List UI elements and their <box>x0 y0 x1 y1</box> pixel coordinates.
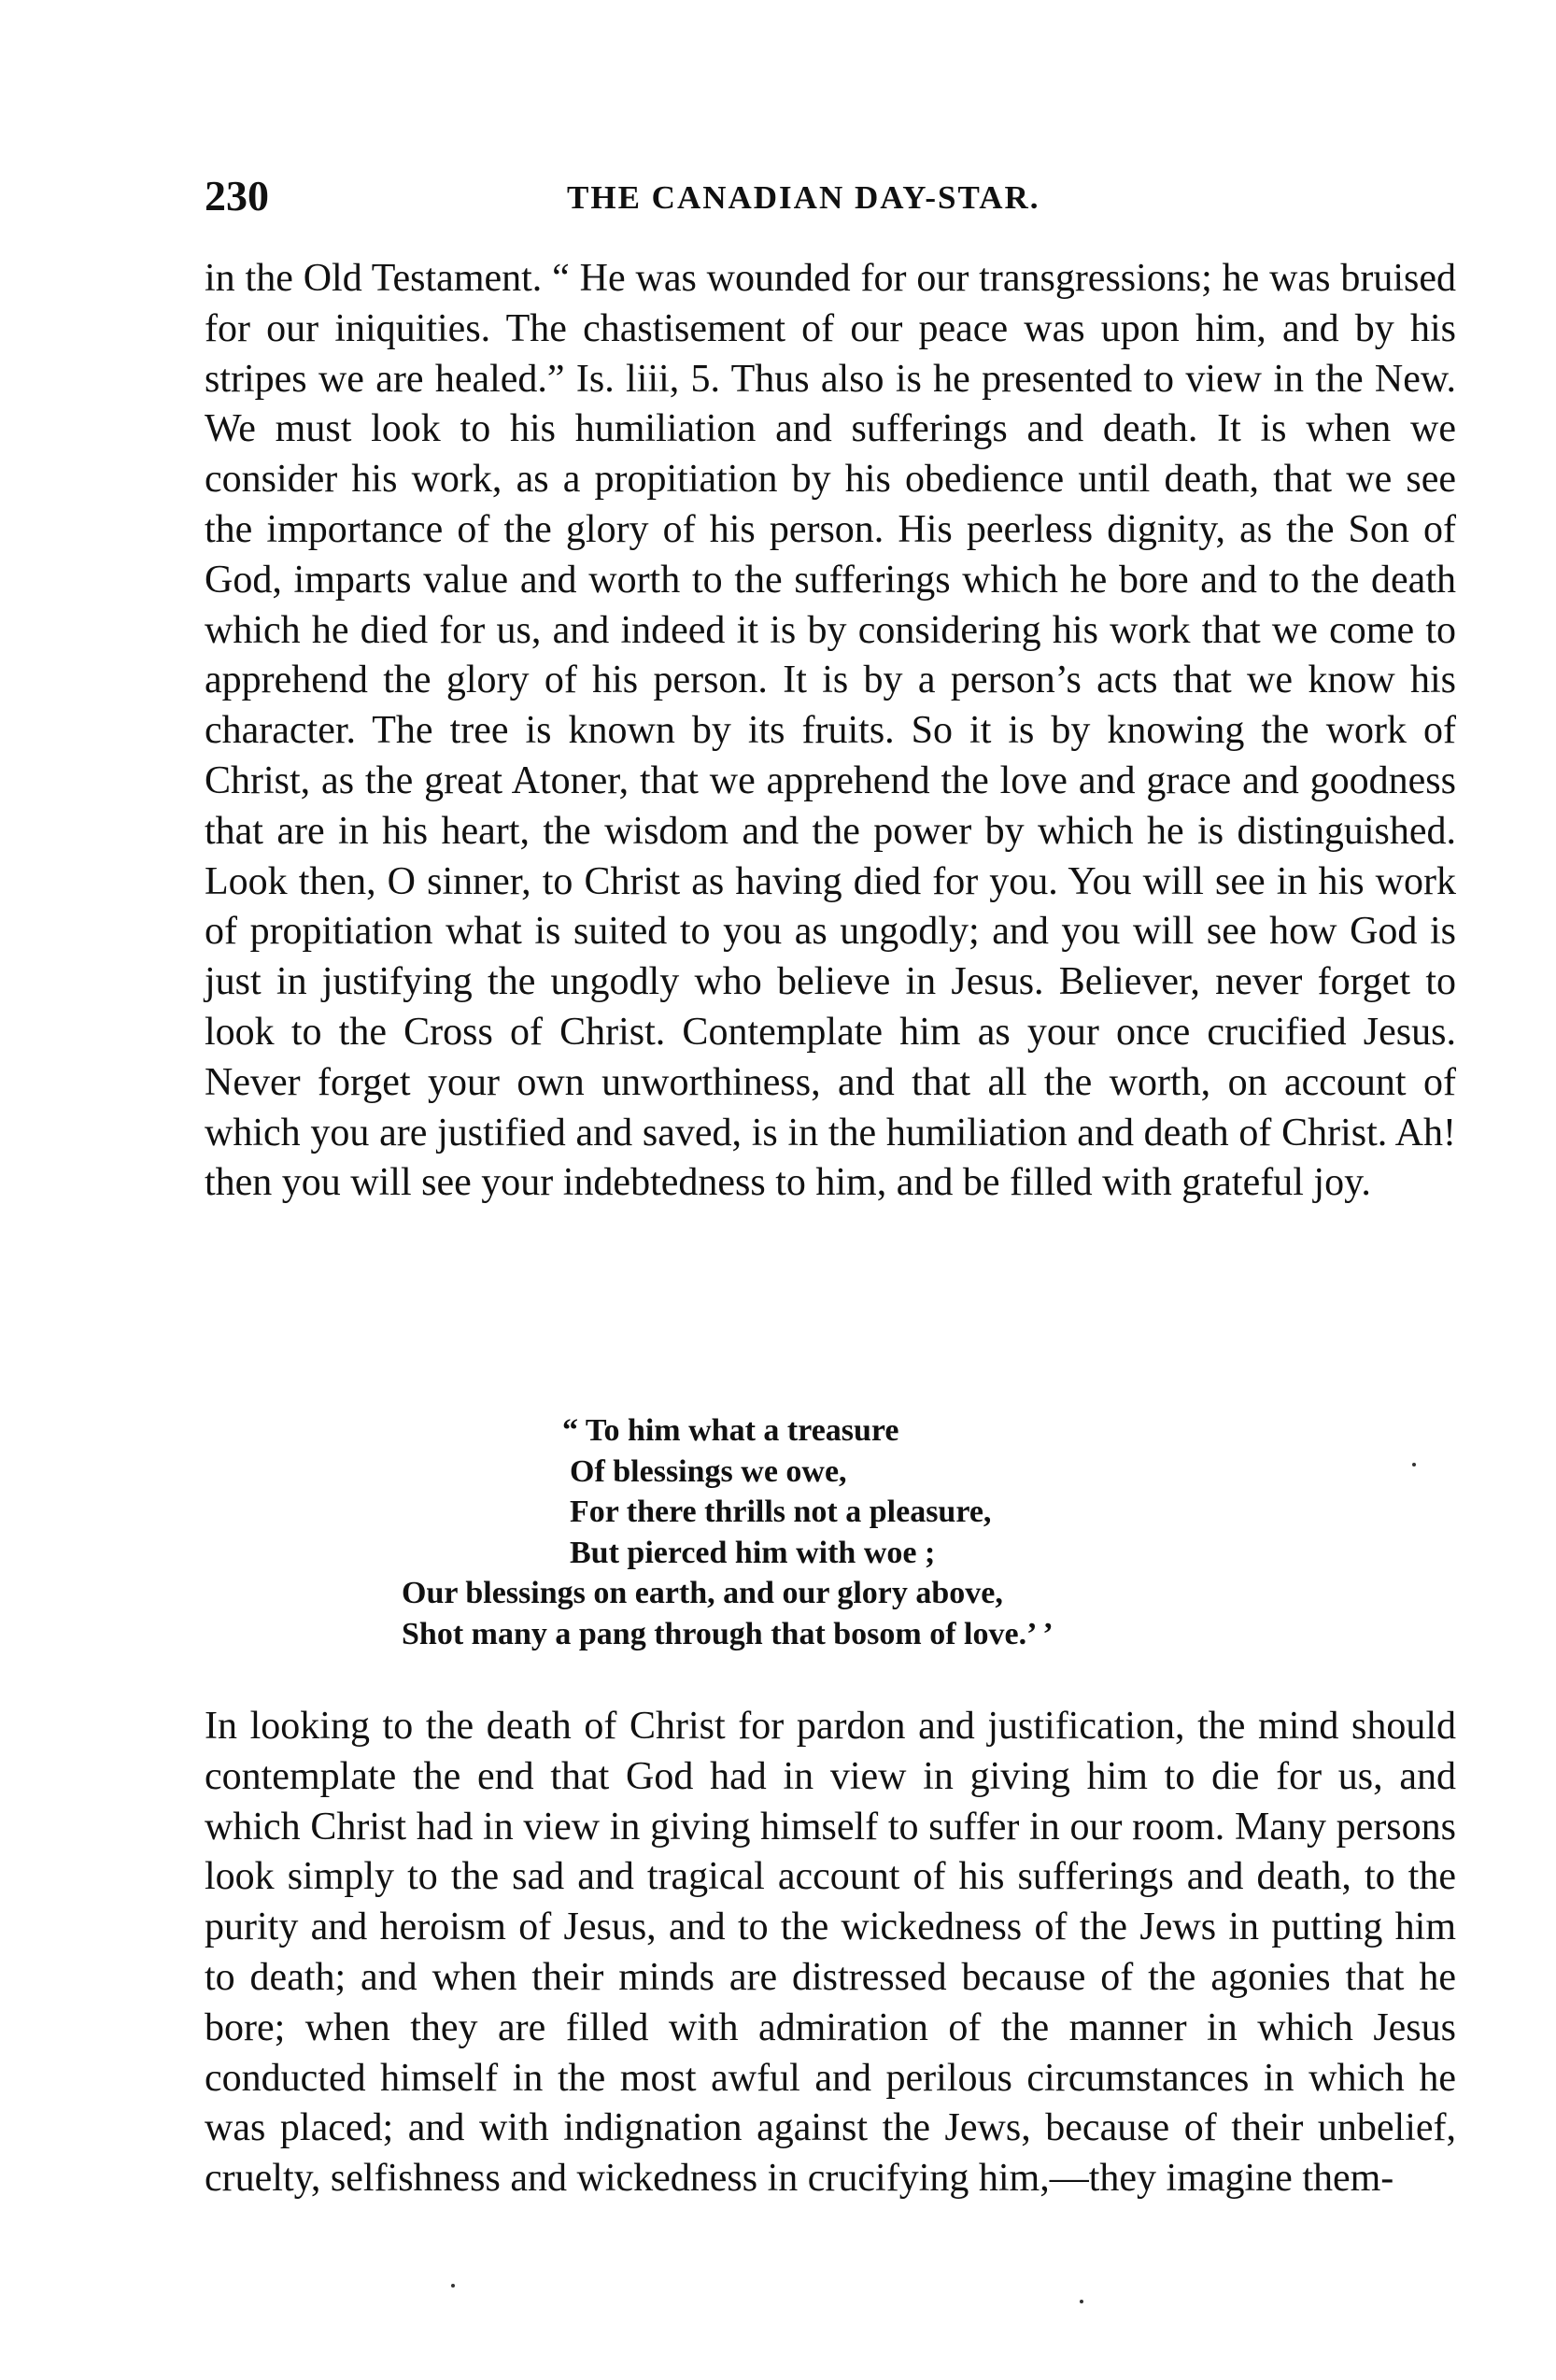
poem-quotation <box>402 1410 1242 1654</box>
page-header <box>205 168 1456 224</box>
poem-line: For there thrills not a pleasure, <box>570 1495 992 1529</box>
poem-line: Shot many a pang through that bosom of love.’ ’ <box>402 1616 1054 1651</box>
poem-line: Of blessings we owe, <box>570 1453 847 1489</box>
poem-line: But pierced him with woe ; <box>570 1535 936 1570</box>
print-speck <box>1080 2300 1083 2303</box>
page-number: 230 <box>205 172 269 220</box>
body-paragraph-1: in the Old Testament. “ He was wounded for our transgressions; he was bruised for our iniquities. The chastisement of our peace was upon him, and by his stripes we are healed.” Is. liii, 5. Thus also is he presented to view in the New. We must look to his humiliation and sufferings and death. It is when we consider his work, as a propitiation by his obedience until death, that we see the importance of the glory of his person. His peerless dignity, as the Son of God, imparts value and worth to the sufferings which he bore and to the death which he died for us, and indeed it is by considering his work that we come to apprehend the glory of his person. It is by a person’s acts that we know his character. The tree is known by its fruits. So it is by knowing the work of Christ, as the great Atoner, that we apprehend the love and grace and goodness that are in his heart, the wisdom and the power by which he is distinguished. Look then, O sinner, to Christ as having died for you. You will see in his work of propitiation what is suited to you as ungodly; and you will see how God is just in justifying the ungodly who believe in Jesus. Believer, never forget to look to the Cross of Christ. Contemplate him as your once crucified Jesus. Never forget your own unworthiness, and that all the worth, on account of which you are justified and saved, is in the humiliation and death of Christ. Ah! then you will see your indebtedness to him, and be filled with grateful joy. <box>205 257 1456 1205</box>
poem-line: Our blessings on earth, and our glory above, <box>402 1576 1003 1610</box>
poem-line: “ To him what a treasure <box>562 1413 899 1448</box>
running-head: THE CANADIAN DAY-STAR. <box>567 179 1040 216</box>
body-paragraph-2: In looking to the death of Christ for pardon and justification, the mind should contemplate the end that God had in view in giving him to die for us, and which Christ had in view in giving himself to suffer in our room. Many persons look simply to the sad and tragical account of his sufferings and death, to the purity and heroism of Jesus, and to the wickedness of the Jews in putting him to death; and when their minds are distressed because of the agonies that he bore; when they are filled with admiration of the manner in which Jesus conducted himself in the most awful and perilous circumstances in which he was placed; and with indignation against the Jews, because of their unbelief, cruelty, selfishness and wickedness in crucifying him,—they imagine them- <box>205 1705 1456 2201</box>
print-speck <box>1412 1463 1416 1466</box>
print-speck <box>451 2284 455 2288</box>
